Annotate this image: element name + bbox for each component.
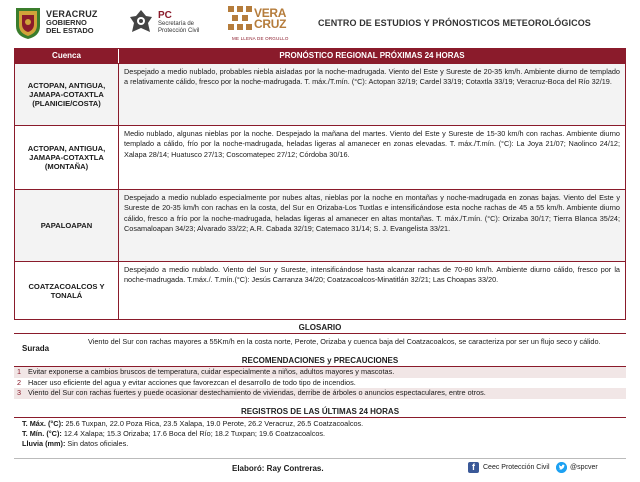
twitter-handle[interactable]: @spcver <box>570 464 598 471</box>
forecast-table <box>14 48 626 320</box>
row-forecast: Medio nublado, algunas nieblas por la noche. Despejado la mañana del martes. Viento del Este y Sureste de 15-30 km/h con rachas. Ambiente diurno templado a cálido, frío por la noche-madrugada, heladas ligeras al amanecer en zonas elevadas. T. máx./T.mín. (°C): La Joya 21/07; Naolinco 24/12; Xalapa 28/14; Huatusco 27/13; Coscomatepec 27/12; Córdoba 30/16. <box>124 129 620 159</box>
author-credit: Elaboró: Ray Contreras. <box>232 464 324 473</box>
row-forecast: Despejado a medio nublado. Viento del Sur y Sureste, intensificándose hasta alcanzar rachas de 70-80 km/h. Ambiente diurno cálido, fresco por la noche-madrugada. T.máx./. T.mín.(°C): Jesús Carranza 34/20; Coatzacoalcos-Minatitlán 32/21; Las Choapas 33/20. <box>124 265 620 285</box>
list-item <box>14 367 626 378</box>
glosario-title: GLOSARIO <box>298 323 342 332</box>
col-cuenca: Cuenca <box>15 49 119 63</box>
row-cuenca: COATZACOALCOS Y TONALÁ <box>15 262 119 319</box>
veracruz-shield-logo <box>14 6 42 40</box>
registro-tmax <box>22 419 622 429</box>
tmax-label: T. Máx. (°C): <box>22 419 64 428</box>
item-text: Viento del Sur con rachas fuertes y puede ocasionar destechamiento de viviendas, derribe de árboles o anuncios espectaculares, entre otros. <box>28 388 486 397</box>
glosario-definition: Viento del Sur con rachas mayores a 55Km/h en la costa norte, Perote, Orizaba y cuenca baja del Coatzacoalcos, se caracteriza por ser un flujo seco y cálido. <box>88 337 601 346</box>
table-row <box>15 189 625 261</box>
veracruz-estado: DEL ESTADO <box>46 26 94 35</box>
pc-line2: Protección Civil <box>158 28 200 34</box>
pc-logo-text <box>158 10 199 35</box>
lluvia-label: Lluvia (mm): <box>22 439 66 448</box>
row-forecast: Despejado a medio nublado especialmente por nubes altas, nieblas por la noche en montañas y noche-madrugada en zonas bajas. Viento del Este y Sureste de 20-35 km/h con rachas en la costa, del Sur en Orizaba-Los Tuxtlas e intensificándose esta noche rachas de 45 a 55 km/h. Ambiente diurno cálido, fresco a frío por la noche-madrugada, heladas ligeras al amanecer en altas montañas. T. máx./T.mín. (°C): Orizaba 30/17; Tierra Blanca 35/24; Cosamaloapan 34/23; Alvarado 33/22; A.R. Cabada 32/19; Catemaco 31/14; S. J. Evangelista 33/21. <box>124 193 620 233</box>
recomendaciones-title: RECOMENDACIONES y PRECAUCIONES <box>241 356 399 365</box>
item-number: 1 <box>16 367 22 376</box>
table-row <box>15 261 625 319</box>
veracruz-pattern-logo <box>226 4 254 34</box>
facebook-icon[interactable]: f <box>468 462 479 473</box>
tmax-values: 25.6 Tuxpan, 22.0 Poza Rica, 23.5 Xalapa, 19.0 Perote, 26.2 Veracruz, 26.5 Coatzacoalcos. <box>65 419 364 428</box>
header <box>0 0 640 44</box>
table-row <box>15 63 625 125</box>
veracruz-gobierno: GOBIERNO <box>46 17 87 27</box>
center-title: CENTRO DE ESTUDIOS Y PRÓNOSTICOS METEOROLÓGICOS <box>318 18 591 28</box>
divider <box>14 417 626 418</box>
pc-abbrev: PC <box>158 10 172 21</box>
veracruz-logo-text <box>46 10 98 36</box>
brand-slogan: ME LLENA DE ORGULLO <box>232 36 289 41</box>
registro-tmin <box>22 429 622 439</box>
lluvia-values: Sin datos oficiales. <box>67 439 129 448</box>
twitter-icon[interactable] <box>556 462 567 473</box>
registro-lluvia <box>22 439 622 449</box>
facebook-handle[interactable]: Ceec Protección Civil <box>483 464 550 471</box>
registros-title: REGISTROS DE LAS ÚLTIMAS 24 HORAS <box>240 407 400 416</box>
list-item <box>14 378 626 389</box>
list-item <box>14 388 626 399</box>
item-number: 2 <box>16 377 22 387</box>
brand-vera: VERA <box>254 6 287 20</box>
divider <box>14 458 626 459</box>
row-cuenca: ACTOPAN, ANTIGUA, JAMAPA-COTAXTLA (MONTAÑA) <box>15 126 119 189</box>
table-header <box>15 49 625 63</box>
col-pronostico: PRONÓSTICO REGIONAL PRÓXIMAS 24 HORAS <box>279 51 465 60</box>
glosario-term: Surada <box>22 344 50 353</box>
tmin-label: T. Mín. (°C): <box>22 429 62 438</box>
pc-line1: Secretaría de <box>158 21 195 27</box>
row-cuenca: ACTOPAN, ANTIGUA, JAMAPA-COTAXTLA (PLANICIE/COSTA) <box>15 64 119 125</box>
recomendaciones-list <box>14 367 626 399</box>
veracruz-brand-text <box>254 8 286 30</box>
item-number: 3 <box>16 388 22 397</box>
row-forecast: Despejado a medio nublado, probables niebla aisladas por la noche-madrugada. Viento del Este y Sureste de 20-35 km/h. Ambiente diurno de templado a relativamente cálido, fresco por la noche-madrugada. T. máx./T.mín. (°C): Actopan 32/19; Cardel 33/19; Cotaxtla 33/19; Veracruz-Boca del Río 32/19. <box>124 67 620 87</box>
item-text: Hacer uso eficiente del agua y evitar acciones que favorezcan el desarrollo de todo tipo de incendios. <box>28 377 356 387</box>
row-cuenca: PAPALOAPAN <box>15 190 119 261</box>
divider <box>14 333 626 334</box>
brand-cruz: CRUZ <box>254 17 287 31</box>
pc-eagle-logo <box>128 8 154 36</box>
registros-box <box>22 419 622 449</box>
table-row <box>15 125 625 189</box>
veracruz-name: VERACRUZ <box>46 9 98 19</box>
item-text: Evitar exponerse a cambios bruscos de temperatura, cuidar especialmente a niños, adultos mayores y mascotas. <box>28 367 395 376</box>
tmin-values: 12.4 Xalapa; 15.3 Orizaba; 17.6 Boca del Río; 18.2 Tuxpan; 19.6 Coatzacoalcos. <box>63 429 326 438</box>
